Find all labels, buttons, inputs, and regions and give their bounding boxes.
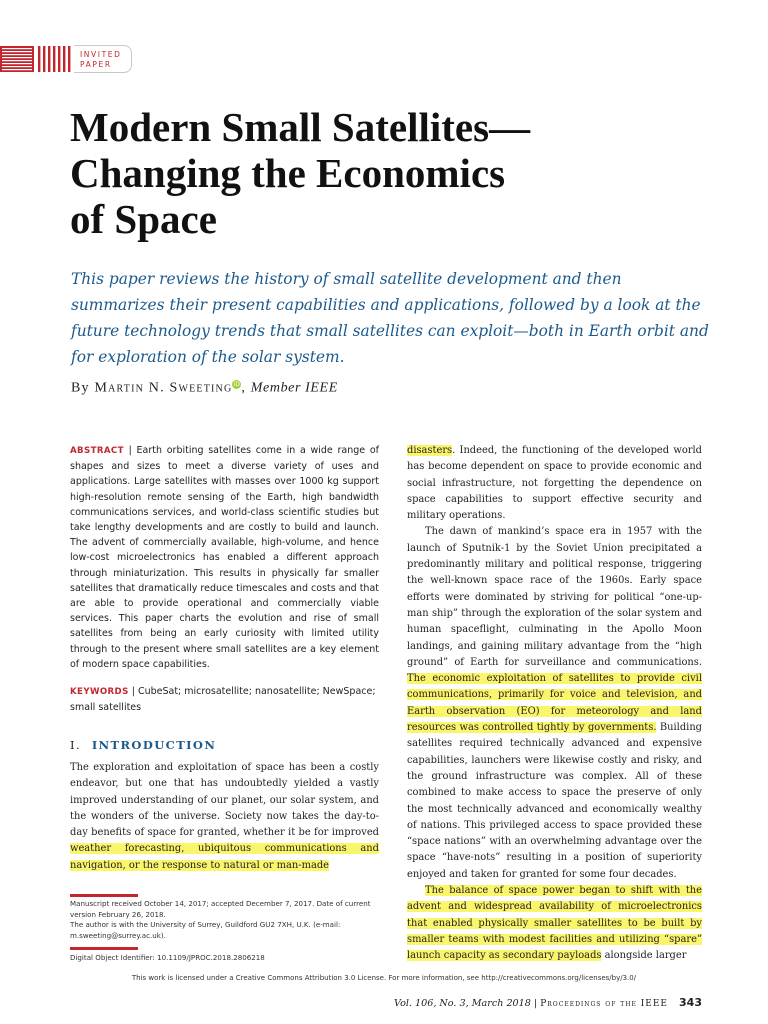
highlighted-text[interactable]: weather forecasting, ubiquitous communications and navigation, or the response to natural or man-made [70, 843, 379, 871]
keywords-label: KEYWORDS [70, 687, 129, 698]
page-number: 343 [679, 996, 702, 1009]
title-line: Changing the Economics [70, 150, 506, 196]
paragraph-text: The dawn of mankind’s space era in 1957 with the launch of Sputnik-1 by the Soviet Union precipitated a predominantly military and political response, triggering the well-known space race of the 1960s. Early space efforts were dominated by striving for political “one-up-man ship” through the exploration of the solar system and human spaceflight, culminating in the Apollo Moon landings, and gaining military advantage from the “high ground” of Earth for surveillance and communications. [407, 526, 702, 668]
section-title: INTRODUCTION [91, 738, 217, 752]
paragraph [407, 524, 702, 883]
badge-line-2: PAPER [80, 60, 112, 69]
highlighted-text[interactable]: disasters [407, 445, 453, 456]
intro-paragraph [70, 760, 379, 874]
footnote-rule [70, 894, 138, 897]
paragraph-text: Building satellites required technically advanced and expensive capabilities, launchers were likewise costly and risky, and the ground infrastructure was complex. All of these combined to make access to space the preserve of only the most technically advanced and economically wealthy of nations. This privileged access to space provided these “space nations” with an overwhelming advantage over the space “have-nots” resulting in a position of superiority enjoyed and taken for granted for some four decades. [407, 722, 702, 880]
abstract-label: ABSTRACT [70, 446, 124, 456]
abstract-block [70, 443, 379, 715]
paragraph-text: . Indeed, the functioning of the developed world has become dependent on space to provide economic and social infrastructure, not forgetting the dependence on space capabilities to support effective security and military operations. [407, 445, 702, 522]
orcid-icon[interactable]: iD [233, 381, 241, 388]
badge-line-1: INVITED [80, 50, 122, 59]
footnote-block [70, 899, 379, 941]
invited-paper-stripes [0, 44, 74, 74]
volume-info: Vol. 106, No. 3, March 2018 [394, 998, 531, 1009]
keywords [70, 684, 379, 715]
byline-prefix: By [71, 380, 90, 396]
highlighted-text[interactable]: The balance of space power began to shift with the advent and widespread availability of microelectronics that enabled physically smaller satellites to be built by smaller teams with modest facilities and utilizing “spare” launch capacity as secondary payloads [407, 885, 702, 962]
separator: | [131, 686, 138, 698]
separator: | [128, 445, 137, 456]
paragraph [407, 883, 702, 964]
member-status: Member IEEE [250, 380, 338, 396]
invited-paper-badge [74, 45, 132, 73]
footnote-author: The author is with the University of Surrey, Guildford GU2 7XH, U.K. (e-mail: m.sweeting@surrey.ac.uk). [70, 920, 341, 940]
section-number: I. [70, 738, 81, 752]
paper-subtitle: This paper reviews the history of small satellite development and then summarizes their present capabilities and applications, followed by a look at the future technology trends that small satellites can exploit—both in Earth orbit and for exploration of the solar system. [71, 270, 709, 366]
paragraph [407, 443, 702, 524]
right-column [407, 443, 702, 965]
footnote-manuscript: Manuscript received October 14, 2017; accepted December 7, 2017. Date of current version February 26, 2018. [70, 899, 371, 919]
separator: | [533, 998, 541, 1009]
byline: By Martin N. SweetingiD, Member IEEE [71, 380, 338, 396]
paragraph-text: alongside larger [601, 950, 687, 962]
doi[interactable]: Digital Object Identifier: 10.1109/JPROC.2018.2806218 [70, 953, 265, 962]
abstract-text: Earth orbiting satellites come in a wide range of shapes and sizes to meet a diverse variety of uses and applications. Large satellites with masses over 1000 kg support high-resolution remote sensing of the Earth, high bandwidth communications services, and world-class scientific studies but take lengthy developments and are costly to build and launch. The advent of commercially available, high-volume, and hence low-cost microelectronics has enabled a different approach through miniaturization. This results in physically far smaller satellites that dramatically reduce timescales and costs and that are able to provide operational and commercially viable services. This paper charts the evolution and rise of small satellites from being an early curiosity with limited utility through to the present where small satellites are a key element of modern space capabilities. [70, 445, 379, 670]
license-notice[interactable]: This work is licensed under a Creative Commons Attribution 3.0 License. For more information, see http://creativecommons.org/licenses/by/3.0/ [131, 974, 637, 982]
highlighted-text[interactable]: The economic exploitation of satellites to provide civil communications, primarily for voice and television, and Earth observation (EO) for meteorology and land resources was controlled tightly by governments. [407, 673, 702, 734]
title-line: Modern Small Satellites— [70, 104, 531, 150]
author-name: Martin N. Sweeting [94, 380, 233, 396]
paper-title [70, 104, 690, 242]
section-heading [70, 738, 379, 752]
journal-name: Proceedings of the IEEE [540, 999, 668, 1009]
footnote-rule [70, 947, 138, 950]
title-line: of Space [70, 196, 217, 242]
keywords-text: CubeSat; microsatellite; nanosatellite; NewSpace; small satellites [70, 686, 376, 714]
abstract [70, 443, 379, 672]
intro-text: The exploration and exploitation of space has been a costly endeavor, but one that has undoubtedly yielded a vastly improved understanding of our planet, our solar system, and the wonders of the universe. Society now takes the day-to-day benefits of space for granted, whether it be for improved [70, 762, 379, 839]
page-footer [380, 996, 702, 1009]
